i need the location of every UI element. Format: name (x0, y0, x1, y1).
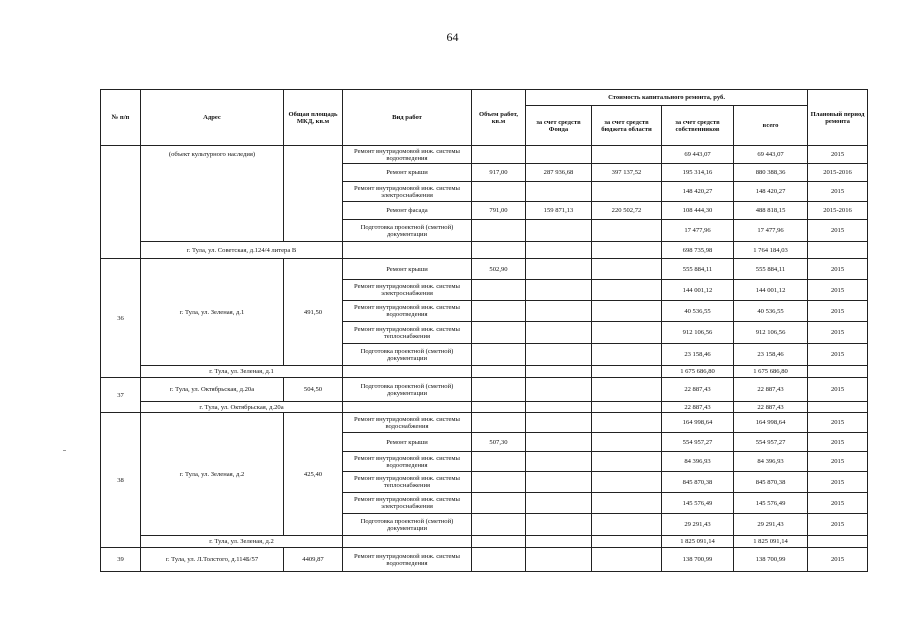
fund-cell (526, 322, 592, 344)
region-cell (592, 472, 662, 493)
table-row (101, 413, 868, 433)
header-num: № п/п (101, 90, 141, 146)
fund-cell (526, 378, 592, 402)
work-cell: Ремонт фасада (343, 202, 472, 220)
period-cell: 2015 (808, 514, 868, 536)
period-cell: 2015 (808, 259, 868, 280)
header-volume: Объем работ, кв.м (472, 90, 526, 146)
own-cell: 29 291,43 (662, 514, 734, 536)
own-cell: 40 536,55 (662, 301, 734, 322)
own-cell: 845 870,38 (662, 472, 734, 493)
subtotal-label: г. Тула, ул. Советская, д.124/4 литера В (141, 242, 343, 259)
subtotal-row (101, 242, 868, 259)
total-cell: 144 001,12 (734, 280, 808, 301)
volume-cell: 791,00 (472, 202, 526, 220)
own-cell: 912 106,56 (662, 322, 734, 344)
fund-cell: 287 936,68 (526, 164, 592, 182)
own-cell: 144 001,12 (662, 280, 734, 301)
own-cell: 23 158,46 (662, 344, 734, 366)
fund-cell (526, 366, 592, 378)
total-cell: 23 158,46 (734, 344, 808, 366)
subtotal-label: г. Тула, ул. Октябрьская, д.20а (141, 402, 343, 413)
num-cell: 38 (101, 413, 141, 548)
volume-cell (472, 242, 526, 259)
own-cell: 195 314,16 (662, 164, 734, 182)
header-region: за счет средств бюджета области (592, 106, 662, 146)
work-cell: Ремонт внутридомовой инж. системы водоотведения (343, 548, 472, 572)
num-cell: 36 (101, 259, 141, 378)
region-cell (592, 344, 662, 366)
subtotal-own: 1 675 686,80 (662, 366, 734, 378)
own-cell: 555 884,11 (662, 259, 734, 280)
work-cell: Подготовка проектной (сметной) документации (343, 378, 472, 402)
volume-cell (472, 378, 526, 402)
volume-cell (472, 413, 526, 433)
work-cell: Ремонт внутридомовой инж. системы электроснабжения (343, 182, 472, 202)
work-cell: Ремонт внутридомовой инж. системы электроснабжения (343, 493, 472, 514)
work-cell (343, 242, 472, 259)
fund-cell (526, 493, 592, 514)
volume-cell: 917,00 (472, 164, 526, 182)
volume-cell: 507,30 (472, 433, 526, 452)
region-cell (592, 452, 662, 472)
work-cell: Ремонт внутридомовой инж. системы водоснабжения (343, 413, 472, 433)
total-cell: 29 291,43 (734, 514, 808, 536)
work-cell (343, 366, 472, 378)
work-cell: Подготовка проектной (сметной) документации (343, 514, 472, 536)
fund-cell (526, 301, 592, 322)
region-cell (592, 242, 662, 259)
own-cell: 138 700,99 (662, 548, 734, 572)
work-cell (343, 402, 472, 413)
total-cell: 17 477,96 (734, 220, 808, 242)
region-cell (592, 280, 662, 301)
own-cell: 108 444,30 (662, 202, 734, 220)
work-cell: Ремонт внутридомовой инж. системы теплоснабжения (343, 322, 472, 344)
header-period: Плановый период ремонта (808, 90, 868, 146)
total-cell: 138 700,99 (734, 548, 808, 572)
table-row (101, 259, 868, 280)
region-cell (592, 548, 662, 572)
fund-cell (526, 413, 592, 433)
area-cell: 504,50 (284, 378, 343, 402)
fund-cell: 159 871,13 (526, 202, 592, 220)
volume-cell (472, 493, 526, 514)
subtotal-row (101, 536, 868, 548)
region-cell (592, 366, 662, 378)
address-cell: г. Тула, ул. Зеленая, д.2 (141, 413, 284, 536)
volume-cell (472, 146, 526, 164)
period-cell: 2015 (808, 220, 868, 242)
fund-cell (526, 452, 592, 472)
total-cell: 912 106,56 (734, 322, 808, 344)
area-cell: 4409,87 (284, 548, 343, 572)
total-cell: 145 576,49 (734, 493, 808, 514)
work-cell (343, 536, 472, 548)
volume-cell: 502,90 (472, 259, 526, 280)
address-cell: г. Тула, ул. Зеленая, д.1 (141, 259, 284, 366)
work-cell: Подготовка проектной (сметной) документации (343, 220, 472, 242)
region-cell (592, 182, 662, 202)
region-cell (592, 378, 662, 402)
region-cell (592, 402, 662, 413)
volume-cell (472, 366, 526, 378)
volume-cell (472, 344, 526, 366)
period-cell (808, 242, 868, 259)
header-cost-group: Стоимость капитального ремонта, руб. (526, 90, 808, 106)
region-cell (592, 146, 662, 164)
area-cell: 425,40 (284, 413, 343, 536)
period-cell (808, 366, 868, 378)
volume-cell (472, 536, 526, 548)
region-cell (592, 301, 662, 322)
fund-cell (526, 182, 592, 202)
period-cell: 2015 (808, 344, 868, 366)
header-total: всего (734, 106, 808, 146)
table-row (101, 146, 868, 164)
region-cell (592, 220, 662, 242)
volume-cell (472, 472, 526, 493)
total-cell: 84 396,93 (734, 452, 808, 472)
subtotal-total: 22 887,43 (734, 402, 808, 413)
total-cell: 40 536,55 (734, 301, 808, 322)
own-cell: 17 477,96 (662, 220, 734, 242)
period-cell: 2015 (808, 413, 868, 433)
own-cell: 22 887,43 (662, 378, 734, 402)
work-cell: Ремонт внутридомовой инж. системы водоотведения (343, 146, 472, 164)
own-cell: 148 420,27 (662, 182, 734, 202)
period-cell: 2015 (808, 182, 868, 202)
period-cell: 2015 (808, 433, 868, 452)
period-cell: 2015 (808, 280, 868, 301)
subtotal-own: 22 887,43 (662, 402, 734, 413)
work-cell: Ремонт крыши (343, 433, 472, 452)
fund-cell (526, 259, 592, 280)
subtotal-own: 698 735,98 (662, 242, 734, 259)
own-cell: 164 998,64 (662, 413, 734, 433)
period-cell: 2015 (808, 493, 868, 514)
work-cell: Ремонт внутридомовой инж. системы теплоснабжения (343, 472, 472, 493)
volume-cell (472, 402, 526, 413)
area-cell: 491,50 (284, 259, 343, 366)
table-row (101, 378, 868, 402)
header-address: Адрес (141, 90, 284, 146)
period-cell: 2015 (808, 322, 868, 344)
volume-cell (472, 301, 526, 322)
header-fund: за счет средств Фонда (526, 106, 592, 146)
subtotal-own: 1 825 091,14 (662, 536, 734, 548)
address-cell: г. Тула, ул. Октябрьская, д.20а (141, 378, 284, 402)
address-cell: (объект культурного наследия) (141, 146, 284, 242)
subtotal-total: 1 825 091,14 (734, 536, 808, 548)
region-cell (592, 493, 662, 514)
region-cell: 220 502,72 (592, 202, 662, 220)
fund-cell (526, 344, 592, 366)
volume-cell (472, 514, 526, 536)
address-cell: г. Тула, ул. Л.Толстого, д.114Б/57 (141, 548, 284, 572)
work-cell: Ремонт внутридомовой инж. системы водоотведения (343, 301, 472, 322)
num-cell (101, 146, 141, 259)
period-cell: 2015-2016 (808, 202, 868, 220)
fund-cell (526, 433, 592, 452)
period-cell: 2015 (808, 146, 868, 164)
fund-cell (526, 242, 592, 259)
fund-cell (526, 536, 592, 548)
header-area: Общая площадь МКД, кв.м (284, 90, 343, 146)
fund-cell (526, 402, 592, 413)
volume-cell (472, 548, 526, 572)
fund-cell (526, 280, 592, 301)
fund-cell (526, 146, 592, 164)
subtotal-row (101, 402, 868, 413)
work-cell: Ремонт внутридомовой инж. системы водоотведения (343, 452, 472, 472)
own-cell: 84 396,93 (662, 452, 734, 472)
region-cell (592, 514, 662, 536)
subtotal-total: 1 675 686,80 (734, 366, 808, 378)
period-cell: 2015-2016 (808, 164, 868, 182)
subtotal-row (101, 366, 868, 378)
region-cell (592, 433, 662, 452)
period-cell: 2015 (808, 472, 868, 493)
period-cell (808, 536, 868, 548)
work-cell: Ремонт внутридомовой инж. системы электроснабжения (343, 280, 472, 301)
total-cell: 488 818,15 (734, 202, 808, 220)
work-cell: Ремонт крыши (343, 259, 472, 280)
total-cell: 22 887,43 (734, 378, 808, 402)
fund-cell (526, 220, 592, 242)
capital-repair-table (100, 89, 868, 572)
subtotal-total: 1 764 184,03 (734, 242, 808, 259)
region-cell (592, 536, 662, 548)
table-row (101, 548, 868, 572)
subtotal-label: г. Тула, ул. Зеленая, д.2 (141, 536, 343, 548)
total-cell: 555 884,11 (734, 259, 808, 280)
volume-cell (472, 322, 526, 344)
total-cell: 554 957,27 (734, 433, 808, 452)
work-cell: Ремонт крыши (343, 164, 472, 182)
subtotal-label: г. Тула, ул. Зеленая, д.1 (141, 366, 343, 378)
total-cell: 880 388,36 (734, 164, 808, 182)
num-cell: 37 (101, 378, 141, 413)
own-cell: 69 443,07 (662, 146, 734, 164)
period-cell: 2015 (808, 378, 868, 402)
volume-cell (472, 280, 526, 301)
period-cell: 2015 (808, 301, 868, 322)
total-cell: 69 443,07 (734, 146, 808, 164)
fund-cell (526, 548, 592, 572)
volume-cell (472, 220, 526, 242)
volume-cell (472, 452, 526, 472)
total-cell: 845 870,38 (734, 472, 808, 493)
own-cell: 145 576,49 (662, 493, 734, 514)
header-own: за счет средств собственников (662, 106, 734, 146)
region-cell: 397 137,52 (592, 164, 662, 182)
region-cell (592, 413, 662, 433)
header-work-type: Вид работ (343, 90, 472, 146)
margin-mark (63, 450, 66, 451)
fund-cell (526, 472, 592, 493)
own-cell: 554 957,27 (662, 433, 734, 452)
period-cell (808, 402, 868, 413)
volume-cell (472, 182, 526, 202)
fund-cell (526, 514, 592, 536)
num-cell: 39 (101, 548, 141, 572)
region-cell (592, 259, 662, 280)
area-cell (284, 146, 343, 242)
region-cell (592, 322, 662, 344)
page-number: 64 (446, 30, 459, 44)
period-cell: 2015 (808, 548, 868, 572)
work-cell: Подготовка проектной (сметной) документации (343, 344, 472, 366)
total-cell: 164 998,64 (734, 413, 808, 433)
period-cell: 2015 (808, 452, 868, 472)
total-cell: 148 420,27 (734, 182, 808, 202)
